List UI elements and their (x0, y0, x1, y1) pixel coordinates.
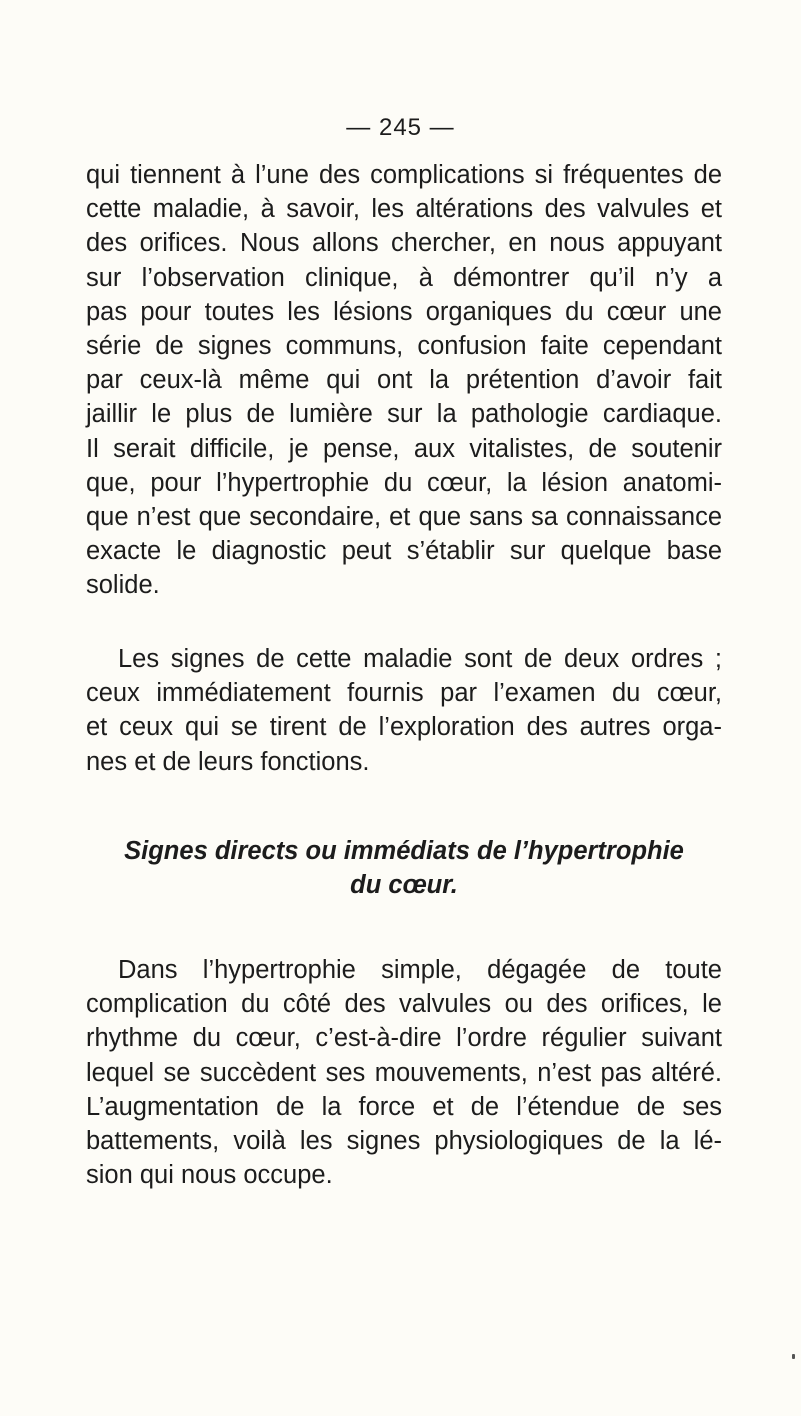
text-line: sion qui nous occupe. (86, 1161, 333, 1190)
text-line: L’augmentation de la force et de l’étendue de ses (86, 1092, 722, 1121)
paragraph-2 (86, 642, 722, 779)
text-line: que n’est que secondaire, et que sans sa connaissance (86, 502, 722, 531)
text-line: sur l’observation clinique, à démontrer qu’il n’y a (86, 263, 722, 292)
text-line: des orifices. Nous allons chercher, en nous appuyant (86, 229, 722, 258)
text-line: que, pour l’hypertrophie du cœur, la lésion anatomi- (86, 468, 722, 497)
text-line: complication du côté des valvules ou des orifices, le (86, 990, 722, 1019)
text-line: série de signes communs, confusion faite cependant (86, 331, 722, 360)
text-line: qui tiennent à l’une des complications si fréquentes de (86, 161, 722, 189)
text-line: Dans l’hypertrophie simple, dégagée de toute (118, 956, 722, 984)
text-line: rhythme du cœur, c’est-à-dire l’ordre régulier suivant (86, 1024, 722, 1053)
text-line: jaillir le plus de lumière sur la pathologie cardiaque. (86, 400, 722, 429)
paragraph-3 (86, 953, 722, 1192)
section-heading-line-2: du cœur. (350, 871, 458, 899)
text-line: par ceux-là même qui ont la prétention d’avoir fait (86, 366, 722, 395)
text-line: pas pour toutes les lésions organiques du cœur une (86, 297, 722, 326)
paragraph-1 (86, 158, 722, 602)
text-line: solide. (86, 571, 160, 600)
page-number: — 245 — (346, 114, 455, 141)
text-line: cette maladie, à savoir, les altérations des valvules et (86, 195, 722, 224)
ink-speck (792, 1354, 795, 1359)
section-heading-line-1: Signes directs ou immédiats de l’hypertrophie (124, 837, 684, 865)
text-line: Il serait difficile, je pense, aux vitalistes, de soutenir (86, 434, 722, 463)
section-heading (86, 834, 722, 902)
text-line: Les signes de cette maladie sont de deux ordres ; (118, 645, 722, 673)
text-line: nes et de leurs fonctions. (86, 747, 370, 776)
text-line: et ceux qui se tirent de l’exploration des autres orga- (86, 713, 722, 742)
text-line: battements, voilà les signes physiologiques de la lé- (86, 1126, 722, 1155)
text-line: ceux immédiatement fournis par l’examen du cœur, (86, 679, 722, 708)
text-line: lequel se succèdent ses mouvements, n’est pas altéré. (86, 1058, 722, 1087)
text-line: exacte le diagnostic peut s’établir sur quelque base (86, 537, 722, 566)
